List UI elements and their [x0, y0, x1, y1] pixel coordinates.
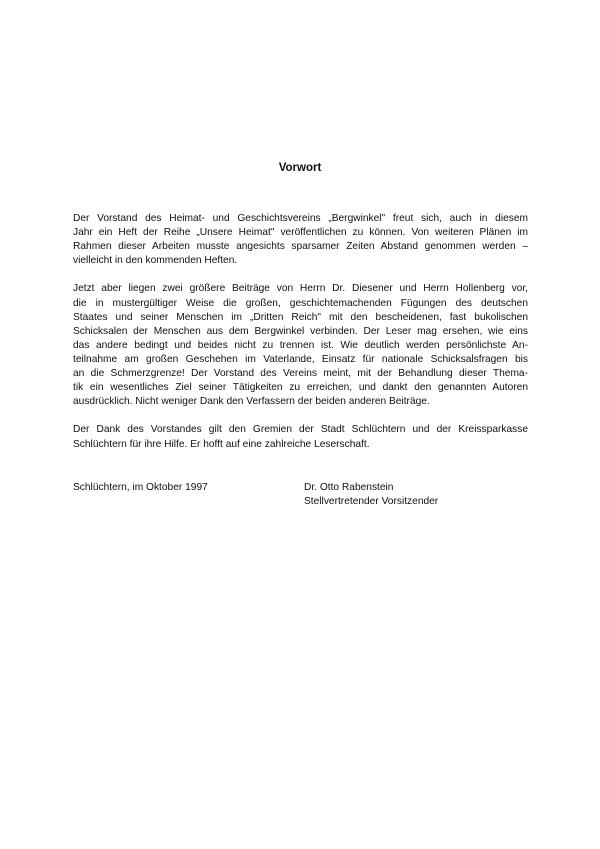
text-line: Jetzt aber liegen zwei größere Beiträge von Herrn Dr. Diesener und Herrn Hollenberg vor,: [73, 283, 528, 295]
text-line: Jahr ein Heft der Reihe „Unsere Heimat" veröffentlichen zu können. Von weiteren Plänen im: [73, 227, 528, 239]
text-line: tik ein wesentliches Ziel seiner Tätigkeiten zu erreichen, und dankt den genannten Autoren: [73, 382, 528, 394]
text-line: Schicksalen der Menschen aus dem Bergwinkel verbinden. Der Leser mag ersehen, wie eins: [73, 325, 528, 337]
signatory-name: Dr. Otto Rabenstein: [304, 482, 394, 493]
text-line: Rahmen dieser Arbeiten musste angesichts sparsamer Zeiten Abstand genommen werden –: [73, 241, 528, 253]
text-line: an die Schmerzgrenze! Der Vorstand des Vereins meint, mit der Behandlung dieser Thema-: [73, 368, 528, 380]
text-line: vielleicht in den kommenden Heften.: [73, 255, 238, 267]
paragraph-thanks: [73, 423, 528, 451]
signatory-role: Stellvertretender Vorsitzender: [304, 496, 439, 508]
text-line: Staates und seiner Menschen im „Dritten Reich" mit den bescheidenen, fast bukolischen: [73, 311, 528, 323]
text-line: teilnahme am großen Geschehen im Vaterlande, Einsatz für nationale Schicksalsfragen bis: [73, 353, 528, 365]
text-line: die in mustergültiger Weise die großen, geschichtemachenden Fügungen des deutschen: [73, 297, 528, 309]
text-line: Der Vorstand des Heimat- und Geschichtsvereins „Bergwinkel" freut sich, auch in diesem: [73, 213, 528, 224]
text-line: das andere bedingt und beides nicht zu trennen ist. Wie deutlich werden persönlichste An-: [73, 339, 528, 351]
text-line: Der Dank des Vorstandes gilt den Gremien der Stadt Schlüchtern und der Kreissparkasse: [73, 424, 528, 436]
paragraph-contributions: [73, 282, 528, 409]
page-title: Vorwort: [278, 162, 322, 174]
place-date: Schlüchtern, im Oktober 1997: [73, 482, 208, 493]
signatory: [304, 481, 438, 509]
body-text: [73, 212, 528, 466]
text-line: ausdrücklich. Nicht weniger Dank den Verfassern der beiden anderen Beiträge.: [73, 396, 430, 408]
paragraph-intro: [73, 212, 528, 268]
text-line: Schlüchtern für ihre Hilfe. Er hofft auf eine zahlreiche Leserschaft.: [73, 438, 370, 450]
